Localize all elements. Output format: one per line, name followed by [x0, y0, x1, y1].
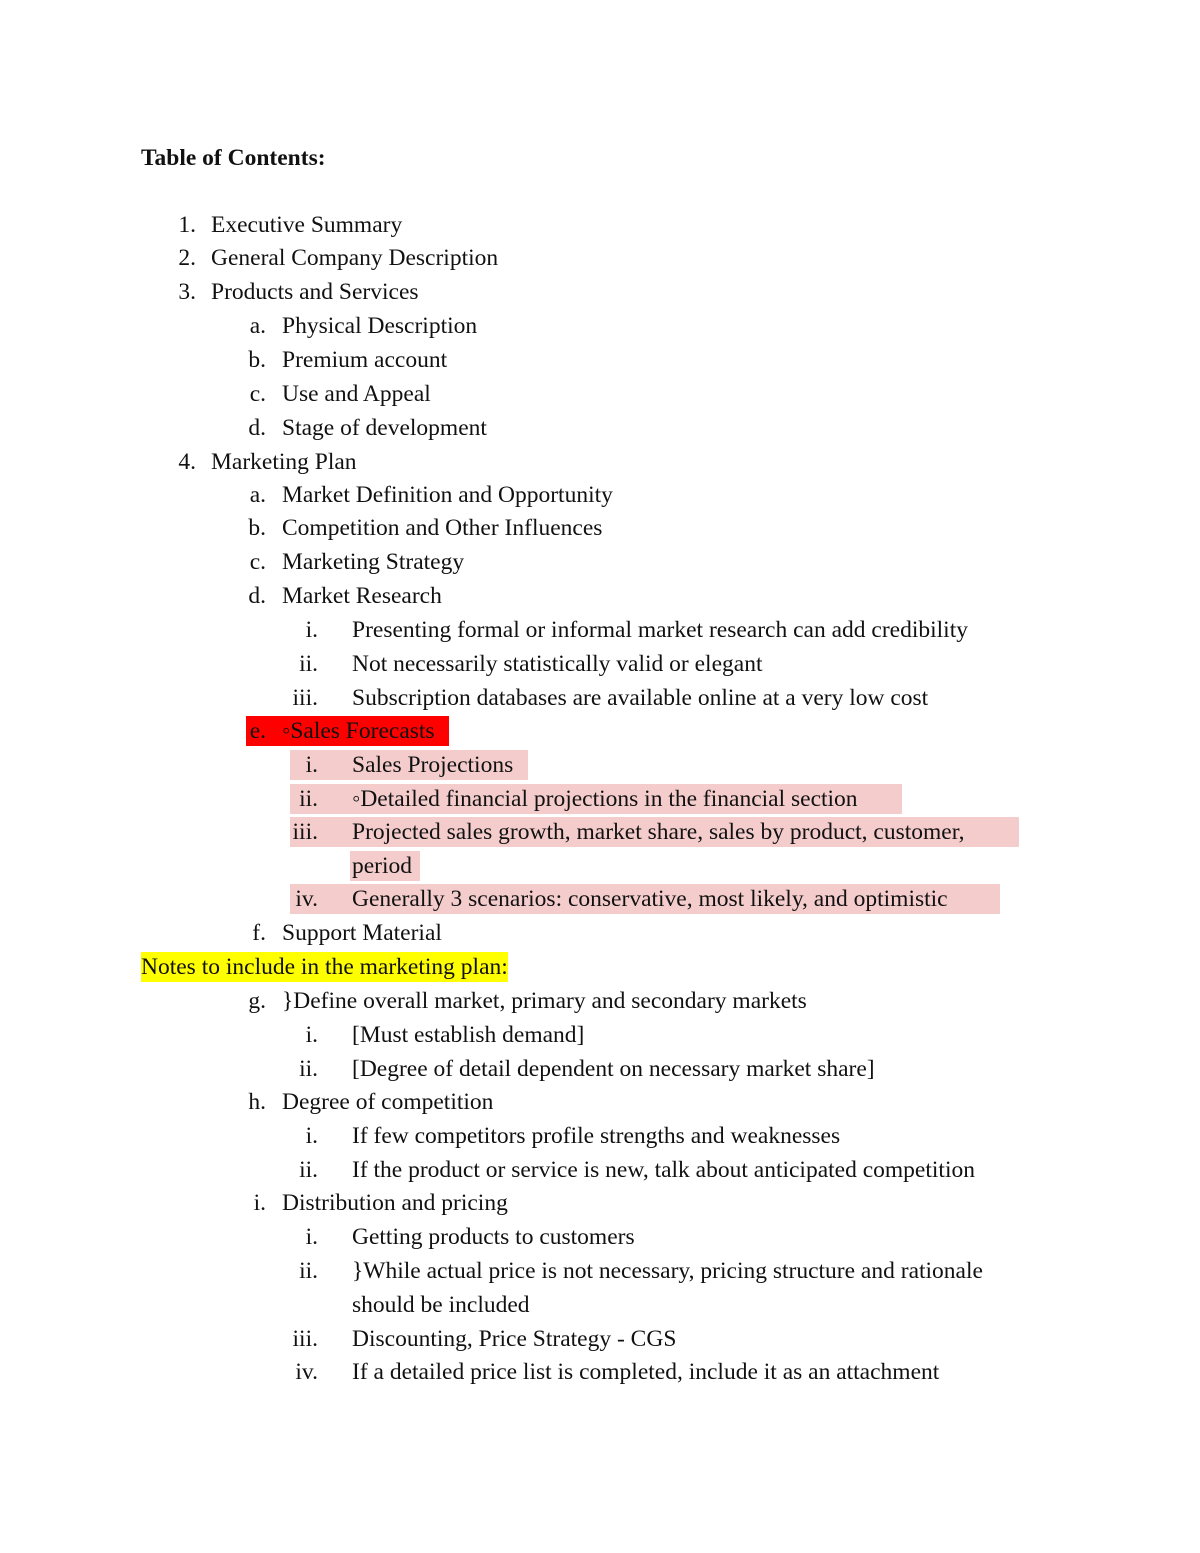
list-marker: ii.: [299, 1258, 318, 1284]
list-marker: f.: [252, 920, 266, 946]
list-item-text: Getting products to customers: [352, 1224, 635, 1250]
list-item-text: Stage of development: [282, 415, 487, 441]
list-marker: ii.: [299, 651, 318, 677]
list-item-text: If a detailed price list is completed, include it as an attachment: [352, 1359, 940, 1385]
list-marker: iii.: [292, 685, 318, 711]
list-item-text: Support Material: [282, 920, 442, 946]
list-marker: h.: [248, 1089, 266, 1115]
list-marker: d.: [248, 583, 266, 609]
list-item-text: Marketing Strategy: [282, 549, 465, 575]
list-item-text: Presenting formal or informal market research can add credibility: [352, 617, 968, 643]
notes-heading: Notes to include in the marketing plan:: [141, 954, 508, 980]
list-item-text: If few competitors profile strengths and weaknesses: [352, 1123, 841, 1149]
list-item-text: Market Definition and Opportunity: [282, 482, 613, 508]
list-marker: ii.: [299, 786, 318, 812]
list-item-text: Subscription databases are available online at a very low cost: [352, 685, 929, 711]
list-item-text: should be included: [352, 1292, 530, 1318]
list-marker: 3.: [178, 279, 196, 305]
list-marker: i.: [305, 752, 318, 778]
list-marker: a.: [249, 482, 266, 508]
list-item-text: ◦Sales Forecasts: [282, 718, 435, 744]
list-item-text: Market Research: [282, 583, 442, 609]
list-item-text: Premium account: [282, 347, 448, 373]
list-item-text: Generally 3 scenarios: conservative, most likely, and optimistic: [352, 886, 948, 912]
list-marker: iv.: [295, 886, 318, 912]
list-marker: e.: [249, 718, 266, 744]
list-marker: c.: [249, 381, 266, 407]
list-marker: b.: [248, 515, 266, 541]
list-item-text: General Company Description: [211, 245, 499, 271]
list-item-text: Executive Summary: [211, 212, 403, 238]
list-item-text: Projected sales growth, market share, sales by product, customer,: [352, 819, 965, 845]
list-marker: i.: [253, 1190, 266, 1216]
list-item-text: Marketing Plan: [211, 449, 357, 475]
list-item-text: Competition and Other Influences: [282, 515, 603, 541]
list-marker: iii.: [292, 819, 318, 845]
list-item-text: If the product or service is new, talk about anticipated competition: [352, 1157, 975, 1183]
list-marker: c.: [249, 549, 266, 575]
list-item-text: [Must establish demand]: [352, 1022, 585, 1048]
list-marker: iii.: [292, 1326, 318, 1352]
list-marker: iv.: [295, 1359, 318, 1385]
list-marker: i.: [305, 1022, 318, 1048]
list-marker: g.: [248, 988, 266, 1014]
list-marker: ii.: [299, 1056, 318, 1082]
list-marker: i.: [305, 1224, 318, 1250]
list-item-text: Not necessarily statistically valid or elegant: [352, 651, 763, 677]
list-marker: i.: [305, 617, 318, 643]
list-marker: 1.: [178, 212, 196, 238]
list-marker: 4.: [178, 449, 196, 475]
list-item-text: }While actual price is not necessary, pricing structure and rationale: [352, 1258, 983, 1284]
list-marker: ii.: [299, 1157, 318, 1183]
list-item-text: Sales Projections: [352, 752, 514, 778]
list-item-text: ◦Detailed financial projections in the financial section: [352, 786, 858, 812]
list-item-text: Use and Appeal: [282, 381, 431, 407]
list-marker: 2.: [178, 245, 196, 271]
list-marker: a.: [249, 313, 266, 339]
page-title: Table of Contents:: [141, 145, 326, 171]
list-marker: b.: [248, 347, 266, 373]
list-item-text: period: [352, 853, 413, 879]
list-marker: i.: [305, 1123, 318, 1149]
list-item-text: Discounting, Price Strategy - CGS: [352, 1326, 677, 1352]
list-item-text: Degree of competition: [282, 1089, 494, 1115]
list-item-text: }Define overall market, primary and secondary markets: [282, 988, 807, 1014]
list-item-text: [Degree of detail dependent on necessary market share]: [352, 1056, 875, 1082]
list-item-text: Physical Description: [282, 313, 478, 339]
list-marker: d.: [248, 415, 266, 441]
list-item-text: Distribution and pricing: [282, 1190, 508, 1216]
list-item-text: Products and Services: [211, 279, 419, 305]
